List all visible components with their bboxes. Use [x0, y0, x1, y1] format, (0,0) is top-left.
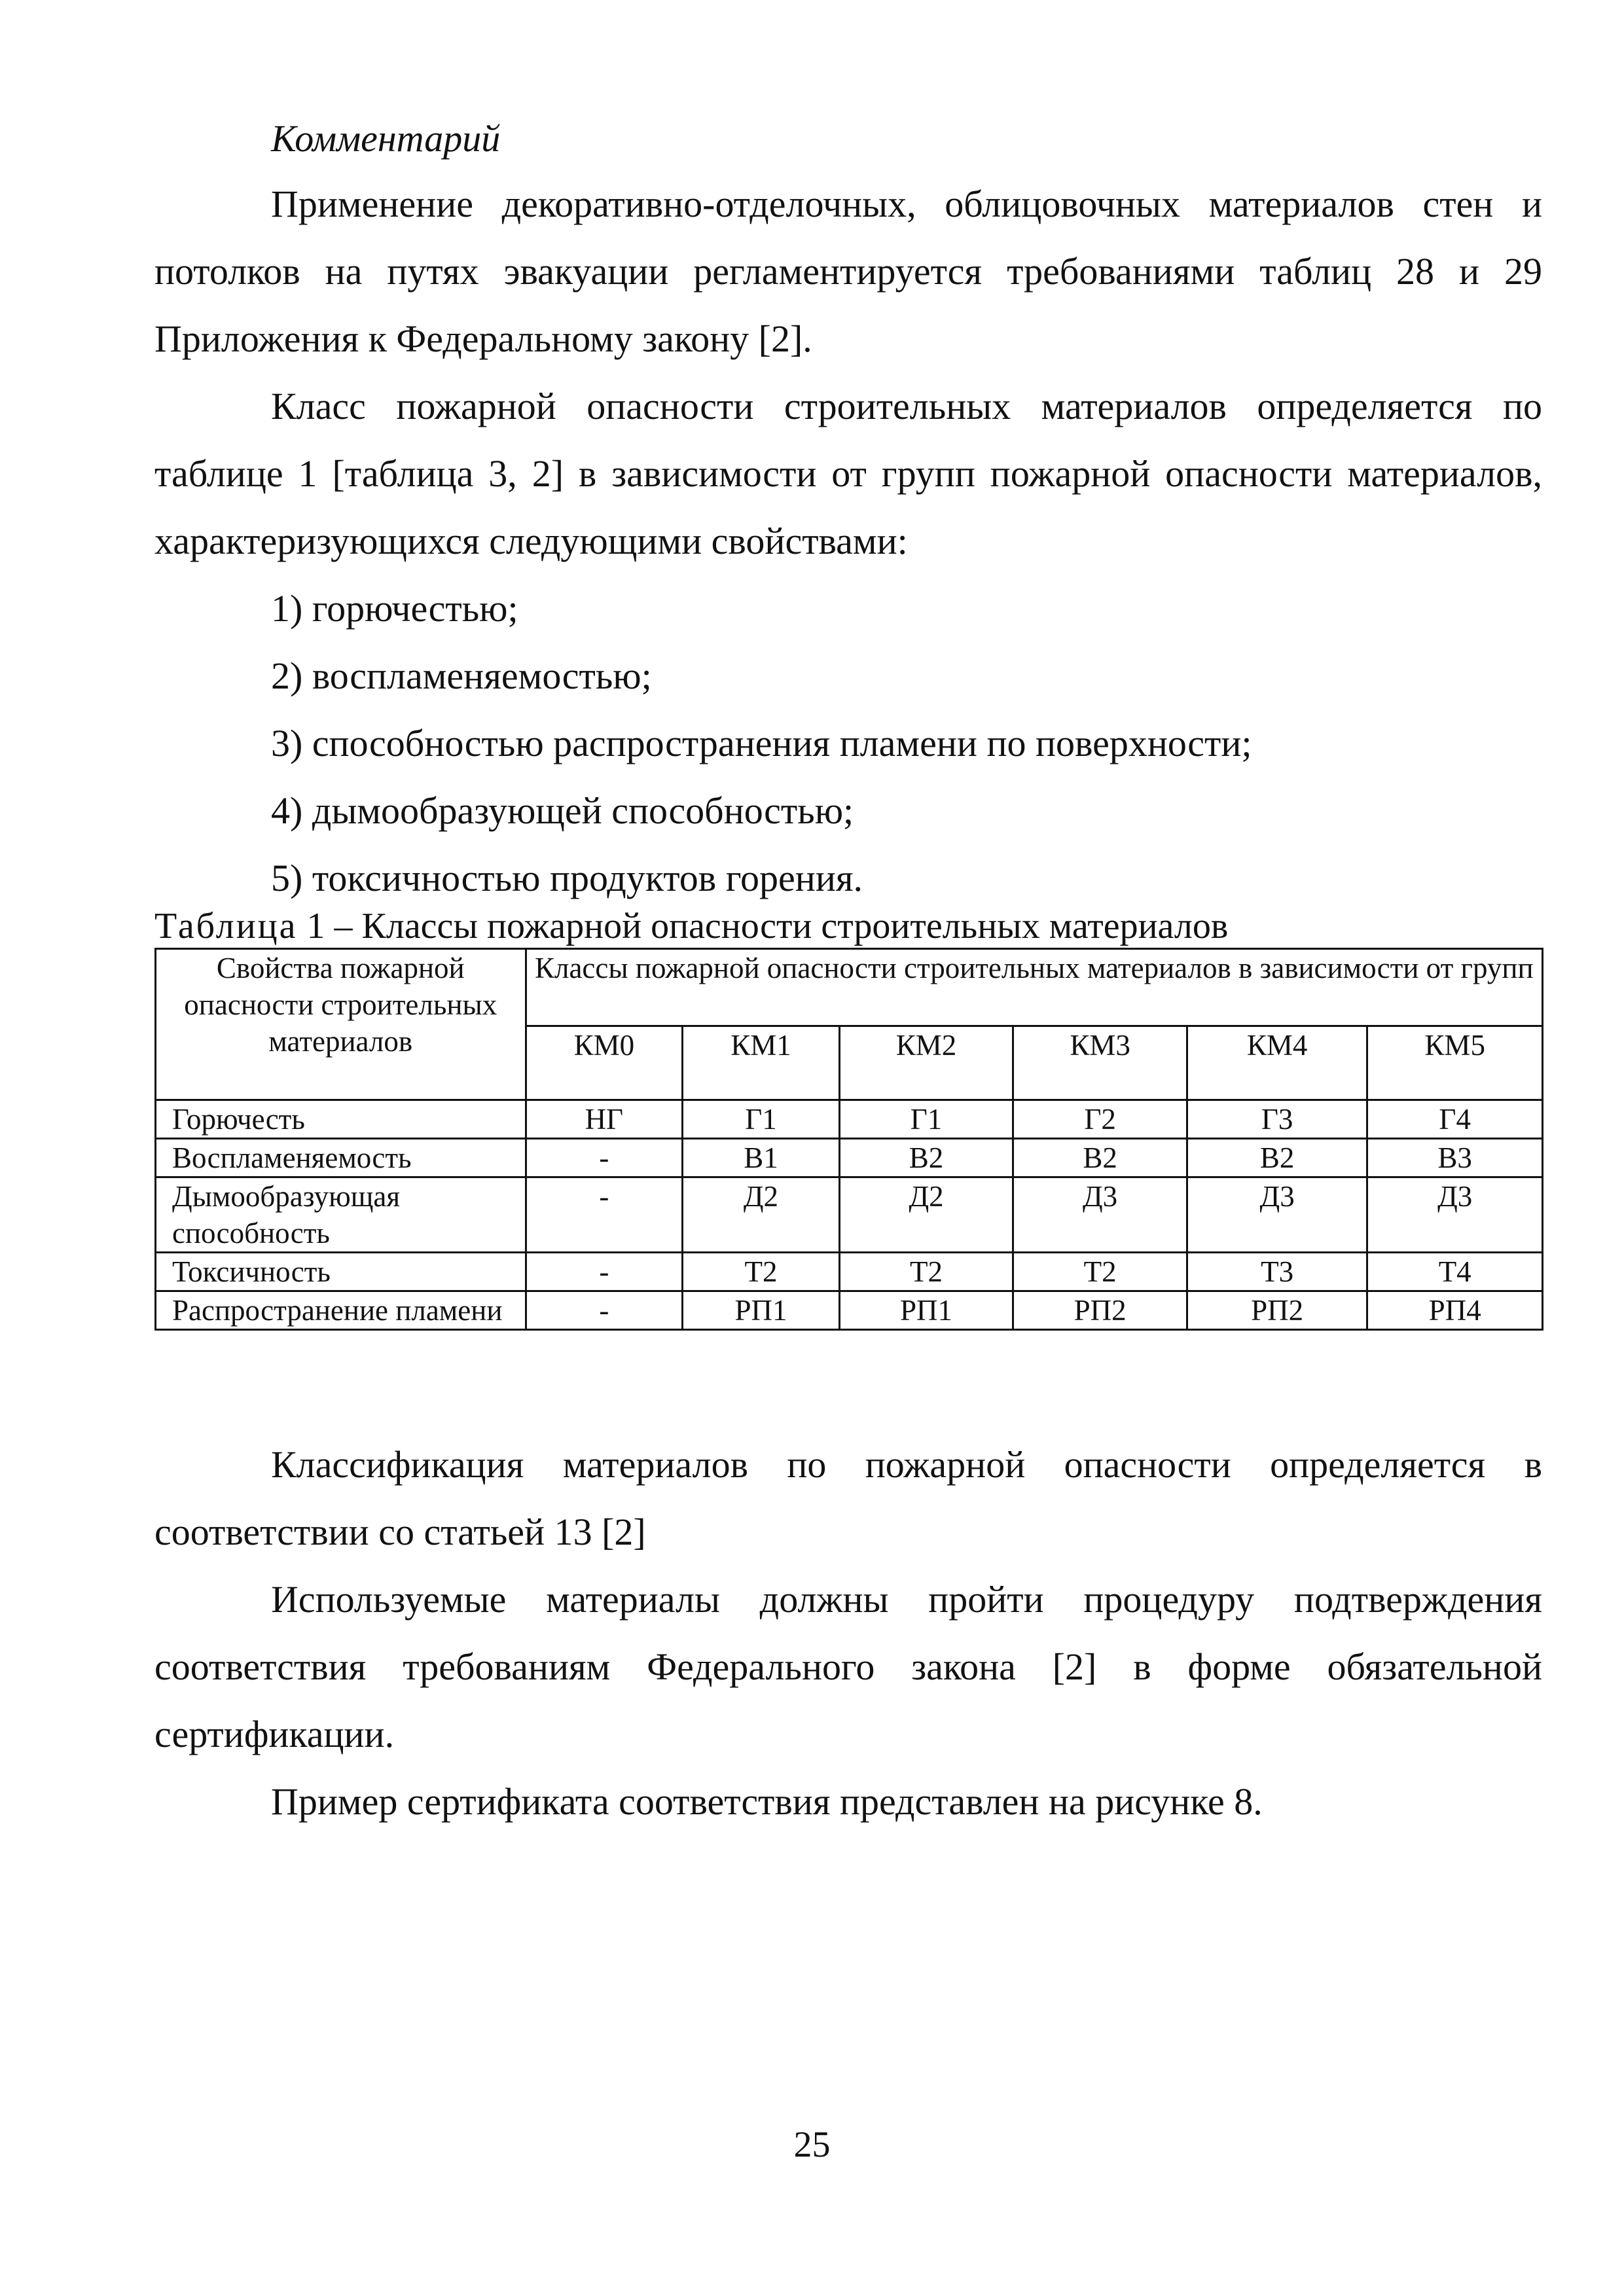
table-cell: В2: [839, 1139, 1013, 1177]
list-item: 1) горючестью;: [271, 587, 518, 630]
table-cell: В2: [1187, 1139, 1367, 1177]
table-caption-text: 1 – Классы пожарной опасности строительных материалов: [297, 906, 1229, 946]
class-km0: КМ0: [526, 1026, 683, 1100]
header-classes: Классы пожарной опасности строительных материалов в зависимости от групп: [526, 949, 1542, 1026]
class-km1: КМ1: [683, 1026, 840, 1100]
table-cell: Д3: [1013, 1177, 1187, 1253]
table-row: [156, 1177, 1543, 1253]
list-item: 5) токсичностью продуктов горения.: [271, 857, 863, 899]
table-cell: -: [526, 1139, 683, 1177]
table-row: [156, 1139, 1543, 1177]
table-cell: Г1: [839, 1100, 1013, 1139]
list-item: 3) способностью распространения пламени по поверхности;: [271, 722, 1252, 764]
table-row: [156, 1291, 1543, 1330]
table-cell: Т2: [683, 1253, 840, 1291]
table-cell: Г3: [1187, 1100, 1367, 1139]
paragraph-classification: Классификация материалов по пожарной опасности определяется в соответствии со статьей 13 [2]: [154, 1443, 1542, 1553]
table-cell: -: [526, 1291, 683, 1330]
table-cell: РП2: [1013, 1291, 1187, 1330]
table-cell: Д2: [839, 1177, 1013, 1253]
class-km5: КМ5: [1367, 1026, 1543, 1100]
paragraph-fire-class: Класс пожарной опасности строительных материалов определяется по таблице 1 [таблица 3, 2] в зависимости от групп пожарной опасности материалов, характеризующихся следующими свойствами:: [154, 385, 1542, 562]
table-row: [156, 1253, 1543, 1291]
table-cell: РП4: [1367, 1291, 1543, 1330]
page-number: 25: [793, 2125, 831, 2165]
header-properties: Свойства пожарной опасности строительных материалов: [156, 949, 526, 1100]
table-cell: Т4: [1367, 1253, 1543, 1291]
table-row: [156, 1100, 1543, 1139]
table-cell: РП1: [683, 1291, 840, 1330]
table-cell: Г4: [1367, 1100, 1543, 1139]
table-cell: Г2: [1013, 1100, 1187, 1139]
comment-heading: Комментарий: [271, 117, 501, 160]
row-property: Распространение пламени: [156, 1291, 526, 1330]
table-cell: В2: [1013, 1139, 1187, 1177]
table-caption: [154, 905, 1228, 947]
class-km3: КМ3: [1013, 1026, 1187, 1100]
row-property: Токсичность: [156, 1253, 526, 1291]
table-cell: Г1: [683, 1100, 840, 1139]
paragraph-evacuation-finishing: Применение декоративно-отделочных, облицовочных материалов стен и потолков на путях эвакуации регламентируется требованиями таблиц 28 и 29 Приложения к Федеральному закону [2].: [154, 183, 1542, 360]
table-header-row: [156, 949, 1543, 1026]
table-cell: -: [526, 1253, 683, 1291]
paragraph-certification: Используемые материалы должны пройти процедуру подтверждения соответствия требованиям Федерального закона [2] в форме обязательной сертификации.: [154, 1578, 1542, 1755]
fire-class-table: [154, 948, 1543, 1331]
class-km2: КМ2: [839, 1026, 1013, 1100]
properties-list: [271, 575, 1252, 912]
table-cell: РП2: [1187, 1291, 1367, 1330]
row-property: Воспламеняемость: [156, 1139, 526, 1177]
row-property: Дымообразующая способность: [156, 1177, 526, 1253]
class-km4: КМ4: [1187, 1026, 1367, 1100]
table-cell: -: [526, 1177, 683, 1253]
table-cell: РП1: [839, 1291, 1013, 1330]
table-cell: В1: [683, 1139, 840, 1177]
table-cell: Т2: [1013, 1253, 1187, 1291]
table-cell: Т2: [839, 1253, 1013, 1291]
table-cell: Т3: [1187, 1253, 1367, 1291]
table-cell: Д3: [1187, 1177, 1367, 1253]
table-cell: Д3: [1367, 1177, 1543, 1253]
table-cell: В3: [1367, 1139, 1543, 1177]
paragraph-certificate-example: Пример сертификата соответствия представлен на рисунке 8.: [271, 1780, 1263, 1823]
list-item: 2) воспламеняемостью;: [271, 655, 652, 697]
table-cell: НГ: [526, 1100, 683, 1139]
table-cell: Д2: [683, 1177, 840, 1253]
row-property: Горючесть: [156, 1100, 526, 1139]
table-caption-label: Таблица: [154, 906, 298, 946]
list-item: 4) дымообразующей способностью;: [271, 789, 854, 832]
